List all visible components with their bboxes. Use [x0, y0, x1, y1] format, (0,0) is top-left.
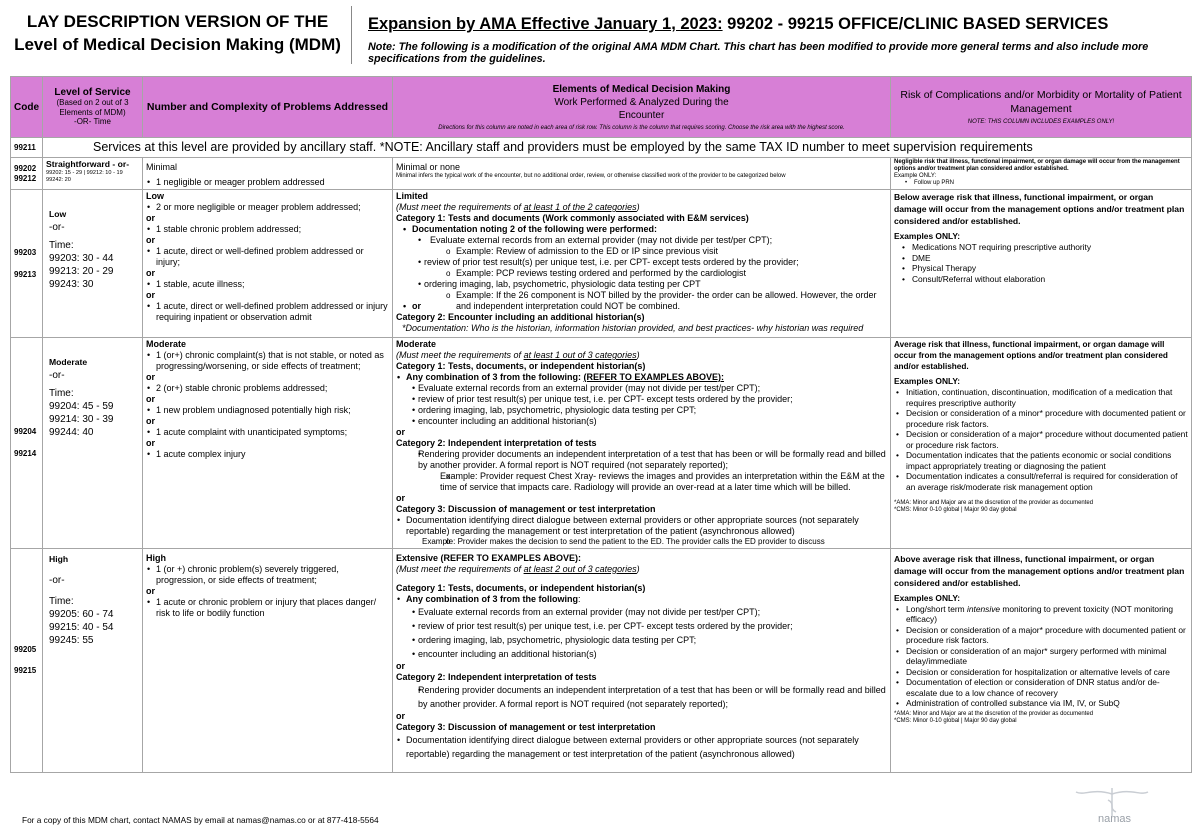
table-header-row	[11, 77, 1192, 138]
time-label: Time:	[49, 240, 74, 251]
table-row	[11, 158, 1192, 190]
risk-cell	[891, 548, 1192, 772]
risk-example-item: • Decision or consideration of a major* procedure without documented patient or procedure risk factors.	[894, 429, 1188, 450]
risk-example-list	[894, 242, 1188, 284]
time-entry: 99213: 20 - 29	[49, 266, 114, 277]
problem-item: • 1 acute complex injury	[146, 449, 389, 460]
los-label: Low	[49, 209, 67, 219]
risk-text: Above average risk that illness, functional impairment, or organ damage will occur from the management options and/or treatment plan considered and/or established.	[894, 553, 1185, 588]
risk-example-item: • Follow up PRN	[904, 180, 1188, 187]
time-label: Time:	[49, 388, 74, 399]
req-c: )	[636, 563, 640, 574]
category-3: Category 3: Discussion of management or test interpretation	[396, 504, 656, 514]
los-or: -or-	[49, 574, 65, 586]
or-label: or	[146, 416, 155, 426]
time-entry: 99244: 40	[49, 427, 94, 438]
risk-header	[891, 77, 1192, 138]
table-row	[11, 338, 1192, 549]
los-subtitle: (Based on 2 out of 3 Elements of MDM)	[56, 98, 129, 117]
risk-example-list	[894, 625, 1188, 709]
problem-item: • 1 acute or chronic problem or injury that places danger/ risk to life or bodily function	[146, 597, 389, 619]
category-1: Category 1: Tests and documents (Work commonly associated with E&M services)	[396, 213, 749, 223]
problem-item: • 1 stable chronic problem addressed;	[146, 224, 389, 235]
risk-example-item: • Documentation indicates that the patients economic or social conditions impact appropriately treating or diagnosing the patient	[894, 450, 1188, 471]
risk-cell	[891, 158, 1192, 190]
or-label: or	[146, 372, 155, 382]
work-requirement	[396, 202, 887, 213]
category-1: Category 1: Tests, documents, or independent historian(s)	[396, 361, 646, 371]
work-item-list	[396, 605, 887, 661]
risk-cell	[891, 190, 1192, 338]
work-example: o Example: Review of admission to the ED or IP since previous visit	[396, 246, 887, 257]
req-c: )	[636, 202, 640, 212]
work-note: Directions for this column are noted in each area of risk row. This column is the column that requires scoring. Choose the risk area with the highest score.	[438, 124, 845, 131]
time-list	[49, 608, 139, 647]
title-rest: 99202 - 99215 OFFICE/CLINIC BASED SERVICES	[722, 15, 1109, 33]
problem-item: • 1 acute, direct or well-defined problem addressed or injury requiring inpatient or observation admit	[146, 301, 389, 323]
problem-cell	[143, 548, 393, 772]
risk-examples-label: Examples ONLY:	[894, 231, 961, 241]
risk-example-item: • Medications NOT requiring prescriptive authority	[900, 242, 1188, 253]
req-u: at least 2 out of 3 categories	[523, 563, 637, 574]
table-row	[11, 548, 1192, 772]
problem-item: • 1 acute, direct or well-defined problem addressed or injury;	[146, 246, 389, 268]
work-title: Extensive (REFER TO EXAMPLES ABOVE):	[396, 552, 582, 563]
table-row	[11, 138, 1192, 158]
problem-item: • 2 or more negligible or meager problem addressed;	[146, 202, 389, 213]
problems-header: Number and Complexity of Problems Addressed	[143, 77, 393, 138]
cms-note: *CMS: Minor 0-10 global | Major 90 day global	[894, 507, 1017, 513]
category-3-item: • Documentation identifying direct dialogue between external providers or other appropriate sources (not separately reportable) regarding the management or test interpretation of the patient (asynchronous allowed)	[396, 733, 887, 761]
left-header-line1: LAY DESCRIPTION VERSION OF THE	[26, 12, 329, 31]
code-cell	[11, 190, 43, 338]
problem-item: • 1 (or +) chronic problem(s) severely triggered, progression, or side effects of treatment;	[146, 564, 389, 586]
problem-item: • 1 stable, acute illness;	[146, 279, 389, 290]
elements-header	[393, 77, 891, 138]
row-99211-text: Services at this level are provided by ancillary staff. *NOTE: Ancillary staff and providers must be employed by the same TAX ID number to meet supervision requirements	[43, 138, 1192, 158]
risk-example-item: • Decision or consideration of a major* procedure with documented patient or procedure risk factors.	[894, 625, 1188, 646]
time-entry: 99205: 60 - 74	[49, 608, 114, 620]
risk-examples-label: Examples ONLY:	[894, 376, 961, 386]
or-label: or	[396, 427, 405, 437]
code-cell	[11, 548, 43, 772]
category-2: Category 2: Independent interpretation of tests	[396, 671, 597, 682]
los-title: Level of Service	[54, 87, 131, 99]
req-a: (Must meet the requirements of	[396, 563, 524, 574]
cms-note: *CMS: Minor 0-10 global | Major 90 day global	[894, 717, 1017, 724]
risk-example-item: • Documentation indicates a consult/referral is required for consideration of an average risk/moderate risk management option	[894, 471, 1188, 492]
work-item: • Evaluate external records from an external provider (may not divide per test/per CPT);	[396, 235, 887, 246]
problem-item: • 2 (or+) stable chronic problems addressed;	[146, 383, 389, 394]
los-cell	[43, 548, 143, 772]
problem-cell	[143, 190, 393, 338]
category-3-example: o Example: Provider makes the decision to send the patient to the ED. The provider calls the ED provider to discuss	[396, 537, 887, 547]
risk-example-item: • Documentation of election or consideration of DNR status and/or de-escalate due to a low chance of recovery	[894, 677, 1188, 698]
los-label: Straightforward - or-	[46, 159, 130, 169]
code-2: 99214	[14, 448, 37, 458]
req-a: (Must meet the requirements of	[396, 350, 524, 360]
req-u: at least 1 out of 3 categories	[523, 350, 637, 360]
category-2-item: • Rendering provider documents an independent interpretation of a test that has been or will be formally read and billed by another provider. A formal report is NOT required (not separately reported);	[396, 449, 887, 471]
risk-example-list	[894, 387, 1188, 492]
category-1-sub: • Documentation noting 2 of the following were performed:	[402, 224, 887, 235]
work-text: Minimal infers the typical work of the encounter, but no additional order, review, or otherwise classified work of the provider to be categorized below	[396, 173, 786, 179]
mdm-table	[10, 76, 1192, 773]
risk-i1a: Long/short term	[906, 603, 967, 614]
risk-title: Risk of Complications and/or Morbidity or Mortality of Patient Management	[900, 89, 1182, 115]
work-cell	[393, 338, 891, 549]
category-3-item: • Documentation identifying direct dialogue between external providers or other appropriate sources (not separately reportable) regarding the management or test interpretation of the patient (asynchronous allowed)	[396, 515, 887, 537]
risk-example-item: • Consult/Referral without elaboration	[900, 274, 1188, 285]
table-row	[11, 190, 1192, 338]
time-entry: 99215: 40 - 54	[49, 621, 114, 633]
code-cell	[11, 338, 43, 549]
or-label: or	[396, 660, 405, 671]
time-label: Time:	[49, 595, 74, 607]
risk-example-item: • Administration of controlled substance via IM, IV, or SubQ	[894, 698, 1188, 709]
or-label: • or	[402, 301, 442, 312]
problem-item: • 1 (or+) chronic complaint(s) that is not stable, or noted as progressing/worsening, or side effects of treatment;	[146, 350, 389, 372]
work-cell	[393, 190, 891, 338]
or-label: or	[396, 710, 405, 721]
left-header	[10, 10, 345, 56]
problem-item: • 1 negligible or meager problem addressed	[146, 177, 389, 188]
code-1: 99204	[14, 427, 37, 437]
risk-example-item: • Initiation, continuation, discontinuation, modification of a medication that requires prescriptive authority	[894, 387, 1188, 408]
namas-logo	[1072, 786, 1192, 826]
work-item: • ordering imaging, lab, psychometric, physiologic data testing per CPT	[396, 279, 887, 290]
risk-i1c: monitoring to prevent toxicity (NOT monitoring efficacy)	[906, 603, 1174, 624]
risk-example-item: • Decision or consideration of an major* surgery performed with minimal delay/immediate	[894, 646, 1188, 667]
category-2-note: *Documentation: Who is the historian, information historian provided, and best practices- why historian was required	[402, 323, 864, 333]
risk-examples-label: Example ONLY:	[894, 173, 937, 179]
los-header	[43, 77, 143, 138]
time-entry: 99203: 30 - 44	[49, 253, 114, 264]
los-or: -or-	[49, 370, 65, 381]
work-item: • review of prior test result(s) per unique test, i.e. per CPT- except tests ordered by the provider;	[396, 257, 887, 268]
code-1: 99203	[14, 248, 37, 257]
work-item: • review of prior test result(s) per unique test, i.e. per CPT- except tests ordered by the provider;	[393, 394, 882, 405]
or-label: or	[396, 493, 405, 503]
time-entry: 99204: 45 - 59	[49, 401, 114, 412]
work-item: • ordering imaging, lab, psychometric, physiologic data testing per CPT;	[393, 405, 882, 416]
elements-title: Elements of Medical Decision Making	[552, 83, 731, 95]
footer-contact: For a copy of this MDM chart, contact NAMAS by email at namas@namas.co or at 877-418-5564	[22, 815, 379, 825]
or-label: or	[146, 438, 155, 448]
risk-text: Average risk that illness, functional impairment, or organ damage will occur from the management options and/or treatment plan considered and/or established.	[894, 340, 1168, 371]
work-example: o Example: PCP reviews testing ordered and performed by the cardiologist	[396, 268, 887, 279]
time-entry: 99245: 55	[49, 634, 94, 646]
work-title: Limited	[396, 191, 429, 201]
req-a: (Must meet the requirements of	[396, 202, 524, 212]
or-label: or	[146, 235, 155, 245]
work-title: Minimal or none	[396, 162, 461, 172]
or-label: or	[146, 290, 155, 300]
risk-text: Negligible risk that illness, functional impairment, or organ damage will occur from the management options and/or treatment plan considered and/or established.	[894, 159, 1180, 172]
code-2: 99212	[14, 173, 37, 183]
risk-example-item: • Decision or consideration for hospitalization or alternative levels of care	[894, 667, 1188, 678]
work-item: • encounter including an additional historian(s)	[393, 647, 882, 661]
time-entry: 99214: 30 - 39	[49, 414, 114, 425]
time-entry: 99243: 30	[49, 279, 94, 290]
ama-note: *AMA: Minor and Major are at the discretion of the provider as documented	[894, 500, 1094, 506]
risk-text: Below average risk that illness, functional impairment, or organ damage will occur from the management options and/or treatment plan considered and/or established.	[894, 192, 1185, 226]
los-label: Moderate	[49, 357, 88, 367]
risk-example-item: • Decision or consideration of a minor* procedure with documented patient or procedure risk factors.	[894, 408, 1188, 429]
caduceus-icon	[1072, 786, 1192, 826]
los-times: 99202: 15 - 29 | 99212: 10 - 19 99242: 20	[46, 170, 123, 183]
los-label: High	[49, 553, 69, 564]
title-underlined: Expansion by AMA Effective January 1, 2023:	[368, 15, 723, 33]
req-u: at least 1 of the 2 categories	[523, 202, 637, 212]
problem-item: • 1 new problem undiagnosed potentially high risk;	[146, 405, 389, 416]
category-1-sub	[396, 594, 887, 605]
cat1-sub-text: Any combination of 3 from the following:	[406, 372, 584, 382]
risk-example-item: • DME	[900, 253, 1188, 264]
category-3: Category 3: Discussion of management or test interpretation	[396, 721, 656, 732]
or-label: or	[146, 394, 155, 404]
ama-note: *AMA: Minor and Major are at the discretion of the provider as documented	[894, 710, 1094, 717]
header-note: Note: The following is a modification of the original AMA MDM Chart. This chart has been modified to provide more general terms and also include more specifications from the guidelines.	[368, 41, 1149, 65]
work-requirement	[396, 564, 887, 575]
los-or: -or-	[49, 222, 65, 233]
or-label: or	[146, 213, 155, 223]
risk-note: NOTE: THIS COLUMN INCLUDES EXAMPLES ONLY!	[967, 119, 1115, 125]
work-item-list	[396, 383, 887, 427]
risk-i1b: intensive	[966, 603, 1001, 614]
category-2: Category 2: Encounter including an additional historian(s)	[396, 312, 645, 322]
work-title: Work Performed & Analyzed During the Encounter	[554, 96, 729, 121]
code-1: 99202	[14, 164, 37, 173]
problem-title: Moderate	[146, 339, 187, 349]
work-requirement	[396, 350, 887, 361]
work-cell	[393, 548, 891, 772]
los-cell	[43, 190, 143, 338]
los-or-time: -OR- Time	[74, 117, 111, 127]
problem-title: Minimal	[146, 162, 178, 172]
work-item: • Evaluate external records from an external provider (may not divide per test/per CPT);	[393, 383, 882, 394]
problem-item: • 1 acute complaint with unanticipated symptoms;	[146, 427, 389, 438]
code-1: 99205	[14, 644, 37, 654]
los-cell	[43, 338, 143, 549]
or-label: or	[146, 585, 155, 596]
code-header: Code	[11, 77, 43, 138]
risk-example-item: • Physical Therapy	[900, 263, 1188, 274]
left-header-line2: Level of Medical Decision Making (MDM)	[14, 35, 341, 54]
page-title	[368, 15, 1108, 34]
los-cell	[43, 158, 143, 190]
work-item: • ordering imaging, lab, psychometric, physiologic data testing per CPT;	[393, 633, 882, 647]
time-list	[49, 252, 139, 291]
cat1-sub-text: Any combination of 3 from the following	[406, 593, 578, 604]
problem-cell	[143, 338, 393, 549]
code-2: 99213	[14, 269, 37, 279]
work-cell	[393, 158, 891, 190]
code-cell: 99211	[11, 138, 43, 158]
category-1: Category 1: Tests, documents, or independent historian(s)	[396, 582, 646, 593]
work-example: o Example: If the 26 component is NOT billed by the provider- the order can be allowed. However, the order and independent interpretation could NOT be combined.	[396, 290, 887, 312]
problem-list	[146, 350, 389, 460]
category-2-example: o Example: Provider request Chest Xray- reviews the images and provides an interpretation within the E&M at the time of service that impacts care. Radiology will provide an over-read at a later time which will be billed.	[396, 471, 887, 493]
category-1-sub	[396, 372, 887, 383]
risk-example-item	[894, 604, 1188, 625]
category-2-item: • Rendering provider documents an independent interpretation of a test that has been or will be formally read and billed by another provider. A formal report is NOT required (not separately reported);	[396, 683, 887, 711]
problem-cell	[143, 158, 393, 190]
work-item: • Evaluate external records from an external provider (may not divide per test/per CPT);	[393, 605, 882, 619]
code-2: 99215	[14, 666, 37, 675]
header-divider	[351, 6, 352, 64]
cat1-sub-colon: :	[578, 593, 581, 604]
code-cell	[11, 158, 43, 190]
work-item: • encounter including an additional historian(s)	[393, 416, 882, 427]
problem-list	[146, 564, 389, 619]
work-item: • review of prior test result(s) per unique test, i.e. per CPT- except tests ordered by the provider;	[393, 619, 882, 633]
problem-list	[146, 202, 389, 323]
logo-text: namas	[1098, 813, 1132, 825]
or-label: or	[146, 268, 155, 278]
risk-examples-label: Examples ONLY:	[894, 592, 961, 603]
time-list	[49, 400, 139, 439]
category-2: Category 2: Independent interpretation of tests	[396, 438, 597, 448]
problem-title: Low	[146, 191, 164, 201]
cat1-sub-underlined: (REFER TO EXAMPLES ABOVE):	[583, 372, 725, 382]
work-title: Moderate	[396, 339, 437, 349]
req-c: )	[636, 350, 640, 360]
risk-cell	[891, 338, 1192, 549]
problem-title: High	[146, 552, 166, 563]
